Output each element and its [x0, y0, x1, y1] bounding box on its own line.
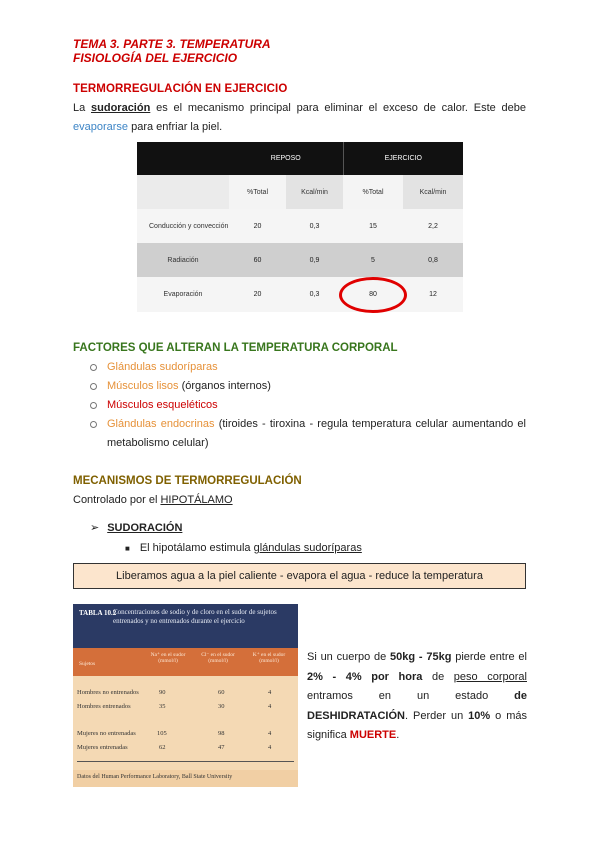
side-text: . — [396, 729, 400, 741]
factor-note: (tiroides - tiroxina - regula temperatura celular aumentando el metabolismo celular) — [107, 418, 526, 449]
cell-value: 0,3 — [309, 291, 320, 298]
row-label-evaporacion: Evaporación — [163, 291, 203, 298]
section-title-termorregulacion: TERMORREGULACIÓN EN EJERCICIO — [73, 83, 288, 95]
cell-value: 20 — [253, 291, 262, 298]
side-text: de — [422, 670, 454, 683]
book-cell: 35 — [159, 703, 166, 710]
subheader-blank — [137, 175, 229, 209]
side-text: Si un cuerpo de — [307, 651, 391, 663]
cell-value: 60 — [253, 256, 262, 264]
highlight-circle — [339, 277, 407, 313]
weight-range: 50kg - 75kg — [390, 651, 452, 663]
subheader-ejercicio-kcal: Kcal/min — [403, 175, 463, 209]
intro-text-mid: es el mecanismo principal para eliminar el exceso de calor. Este debe — [150, 102, 526, 114]
factors-list — [88, 358, 526, 453]
cell-value: 0,9 — [309, 256, 320, 264]
book-cell: 4 — [268, 703, 272, 710]
list-item — [88, 415, 526, 453]
key-term-hipotalamo: HIPOTÁLAMO — [160, 494, 233, 506]
subheader-reposo-kcal: Kcal/min — [286, 175, 343, 209]
book-cell: 98 — [218, 730, 225, 737]
factor-musculos-lisos: Músculos lisos — [107, 380, 179, 392]
factor-musculos-esqueleticos: Músculos esqueléticos — [107, 399, 218, 411]
sub-heading-sudoracion — [90, 519, 182, 538]
book-table-caption: Concentraciones de sodio y de cloro en el sudor de sujetos entrenados y no entrenados durante el ejercicio — [113, 608, 277, 625]
death-term: MUERTE — [349, 729, 397, 741]
key-term-sudoracion: sudoración — [91, 102, 151, 114]
callout-box: Liberamos agua a la piel caliente - evapora el agua - reduce la temperatura — [73, 563, 526, 589]
book-row-label: Hombres entrenados — [77, 703, 131, 710]
dehydration-paragraph — [307, 648, 527, 746]
intro-paragraph — [73, 99, 526, 137]
cell-value: 0,8 — [428, 256, 438, 264]
sub-item-text: El hipotálamo estimula — [139, 542, 254, 554]
row-label-conduccion: Conducción y convección — [149, 222, 229, 230]
intro-text-pre: La — [73, 102, 92, 114]
book-cell: 105 — [157, 730, 167, 737]
factor-note: (órganos internos) — [178, 380, 271, 392]
book-cell: 60 — [218, 689, 225, 696]
subheader-reposo-total: %Total — [229, 175, 286, 209]
cell-value: 0,3 — [309, 222, 320, 230]
sub-item — [125, 539, 362, 558]
sweat-concentration-table-image — [73, 604, 298, 787]
side-text: . Perder un — [404, 709, 469, 722]
subheader-ejercicio-total: %Total — [343, 175, 403, 209]
book-col-k: K⁺ en el sudor (mmol/l) — [252, 652, 286, 664]
section-title-factores: FACTORES QUE ALTERAN LA TEMPERATURA CORPORAL — [73, 342, 398, 354]
side-text: entramos en un estado — [307, 690, 515, 702]
book-row-label: Mujeres entrenadas — [77, 744, 128, 751]
dehydration-term: de DESHIDRATACIÓN — [307, 690, 527, 722]
book-col-sujetos: Sujetos — [79, 661, 96, 667]
cell-value: 20 — [253, 222, 262, 230]
key-term-glandulas: glándulas sudoríparas — [253, 542, 362, 554]
book-cell: 90 — [159, 689, 166, 696]
factor-glandulas-endocrinas: Glándulas endocrinas — [107, 418, 215, 430]
table-corner — [137, 142, 229, 175]
document-header — [73, 37, 271, 65]
section-title-mecanismos: MECANISMOS DE TERMORREGULACIÓN — [73, 475, 302, 487]
table-row — [137, 209, 463, 243]
sub-title: SUDORACIÓN — [107, 522, 183, 534]
list-item — [88, 358, 526, 377]
loss-rate: 2% - 4% por hora — [307, 670, 423, 683]
cell-value: 12 — [429, 291, 437, 298]
book-table-rule — [77, 761, 294, 762]
book-row-label: Hombres no entrenados — [77, 689, 139, 696]
book-cell: 62 — [159, 744, 166, 751]
body-weight-term: peso corporal — [453, 670, 527, 683]
book-cell: 30 — [218, 703, 225, 710]
arrow-bullet-icon: ➢ — [90, 522, 100, 534]
list-item — [88, 377, 526, 396]
book-col-na: Na⁺ en el sudor (mmol/l) — [150, 652, 186, 664]
side-text: o más significa — [307, 709, 527, 741]
factor-glandulas-sudoriparas: Glándulas sudoríparas — [107, 361, 218, 373]
term-evaporarse: evaporarse — [73, 121, 129, 133]
square-bullet-icon: ■ — [125, 544, 130, 553]
header-subject: FISIOLOGÍA DEL EJERCICIO — [73, 51, 238, 65]
controlled-by-line — [73, 491, 233, 510]
controlled-text: Controlado por el — [73, 494, 161, 506]
table-row — [137, 243, 463, 277]
group-header-ejercicio: EJERCICIO — [343, 142, 463, 175]
book-cell: 47 — [218, 744, 225, 751]
group-header-reposo: REPOSO — [229, 142, 343, 175]
book-col-cl: Cl⁻ en el sudor (mmol/l) — [201, 652, 235, 664]
book-row-label: Mujeres no entrenadas — [77, 730, 136, 737]
cell-value: 2,2 — [428, 222, 438, 230]
book-cell: 4 — [268, 744, 272, 751]
row-label-radiacion: Radiación — [167, 256, 199, 264]
book-cell: 4 — [268, 730, 272, 737]
list-item — [88, 396, 526, 415]
header-topic: TEMA 3. PARTE 3. TEMPERATURA — [73, 37, 271, 51]
cell-value: 15 — [369, 222, 377, 230]
book-cell: 4 — [268, 689, 272, 696]
heat-loss-table — [137, 142, 463, 312]
cell-value: 5 — [371, 256, 375, 264]
cell-value-highlighted: 80 — [369, 291, 377, 298]
side-text: pierde entre el — [451, 651, 527, 663]
lethal-percent: 10% — [468, 709, 491, 722]
book-table-title: TABLA 10.2 — [79, 609, 117, 617]
table-row — [137, 277, 463, 312]
intro-text-post: para enfriar la piel. — [128, 121, 223, 133]
book-table-source: Datos del Human Performance Laboratory, Ball State University — [77, 774, 233, 780]
